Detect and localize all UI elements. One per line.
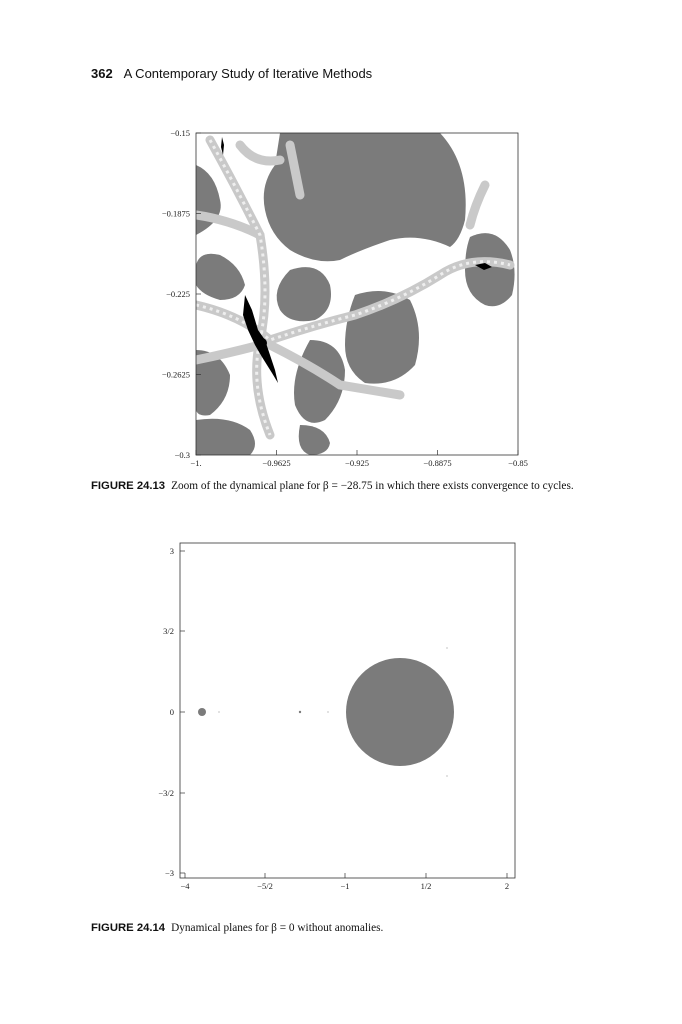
x-tick-label: −0.9625 xyxy=(262,458,291,468)
figure-label: FIGURE 24.13 xyxy=(91,480,166,492)
figure-24-13-plot xyxy=(140,125,530,470)
y-ticks xyxy=(162,128,201,460)
x-tick-label: −4 xyxy=(180,881,190,891)
caption-text: Zoom of the dynamical plane for β = −28.75 in which there exists convergence to cycles. xyxy=(171,480,574,492)
y-tick-label: 0 xyxy=(169,707,174,717)
running-title: A Contemporary Study of Iterative Methods xyxy=(123,66,373,81)
dynamical-plane-fractal xyxy=(196,133,518,455)
x-tick-label: 2 xyxy=(504,881,510,891)
y-tick-label: −0.3 xyxy=(174,450,190,460)
y-tick-label: −3/2 xyxy=(158,788,174,798)
running-header xyxy=(91,66,372,81)
page-number: 362 xyxy=(91,66,113,81)
figure-24-14-caption xyxy=(91,921,601,936)
x-tick-label: −0.8875 xyxy=(423,458,452,468)
y-tick-label: −3 xyxy=(164,868,174,878)
figure-24-14-plot xyxy=(150,535,530,910)
x-tick-label: −0.925 xyxy=(345,458,369,468)
figure-24-13-caption xyxy=(91,479,601,494)
y-tick-label: 3 xyxy=(169,546,174,556)
y-tick-label: −0.2625 xyxy=(161,369,190,380)
x-tick-label: 1/2 xyxy=(420,881,432,891)
y-tick-label: −0.1875 xyxy=(161,208,190,219)
x-tick-label: −5/2 xyxy=(257,881,273,891)
y-tick-label: −0.225 xyxy=(166,289,190,299)
x-tick-label: −0.85 xyxy=(508,458,528,468)
caption-text: Dynamical planes for β = 0 without anomalies. xyxy=(171,922,384,934)
x-tick-label: −1 xyxy=(340,881,350,891)
figure-label: FIGURE 24.14 xyxy=(91,922,166,934)
x-tick-label: −1. xyxy=(190,458,202,468)
y-tick-label: 3/2 xyxy=(163,626,174,636)
y-tick-label: −0.15 xyxy=(170,128,190,138)
